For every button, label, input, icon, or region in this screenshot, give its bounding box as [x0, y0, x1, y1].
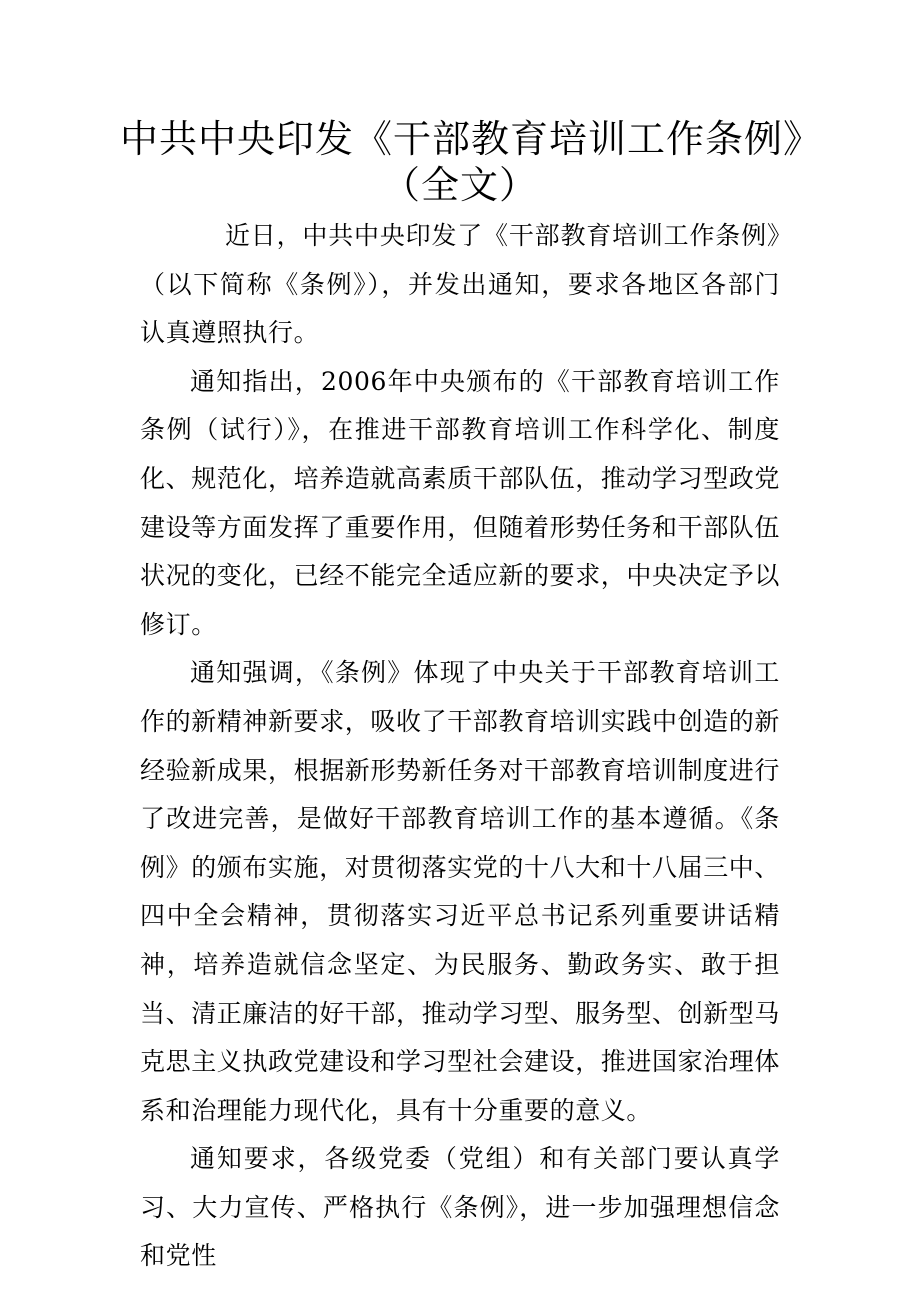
paragraph-intro: 近日，中共中央印发了《干部教育培训工作条例》（以下简称《条例》），并发出通知，要求各地区各部门认真遵照执行。 [140, 221, 780, 348]
document-title: 中共中央印发《干部教育培训工作条例》 [120, 117, 823, 161]
paragraph-notice-requirements: 通知要求，各级党委（党组）和有关部门要认真学习、大力宣传、严格执行《条例》，进一步加强理想信念和党性 [140, 1144, 780, 1271]
paragraph-notice-points: 通知指出，2006年中央颁布的《干部教育培训工作条例（试行）》，在推进干部教育培训工作科学化、制度化、规范化，培养造就高素质干部队伍，推动学习型政党建设等方面发挥了重要作用，但随着形势任务和干部队伍状况的变化，已经不能完全适应新的要求，中央决定予以修订。 [140, 366, 781, 639]
document-body [140, 212, 780, 1281]
document-subtitle: （全文） [381, 163, 538, 207]
paragraph-notice-emphasis: 通知强调，《条例》体现了中央关于干部教育培训工作的新精神新要求，吸收了干部教育培训实践中创造的新经验新成果，根据新形势新任务对干部教育培训制度进行了改进完善，是做好干部教育培训工作的基本遵循。《条例》的颁布实施，对贯彻落实党的十八大和十八届三中、四中全会精神，贯彻落实习近平总书记系列重要讲话精神，培养造就信念坚定、为民服务、勤政务实、敢于担当、清正廉洁的好干部，推动学习型、服务型、创新型马克思主义执政党建设和学习型社会建设，推进国家治理体系和治理能力现代化，具有十分重要的意义。 [140, 658, 781, 1125]
